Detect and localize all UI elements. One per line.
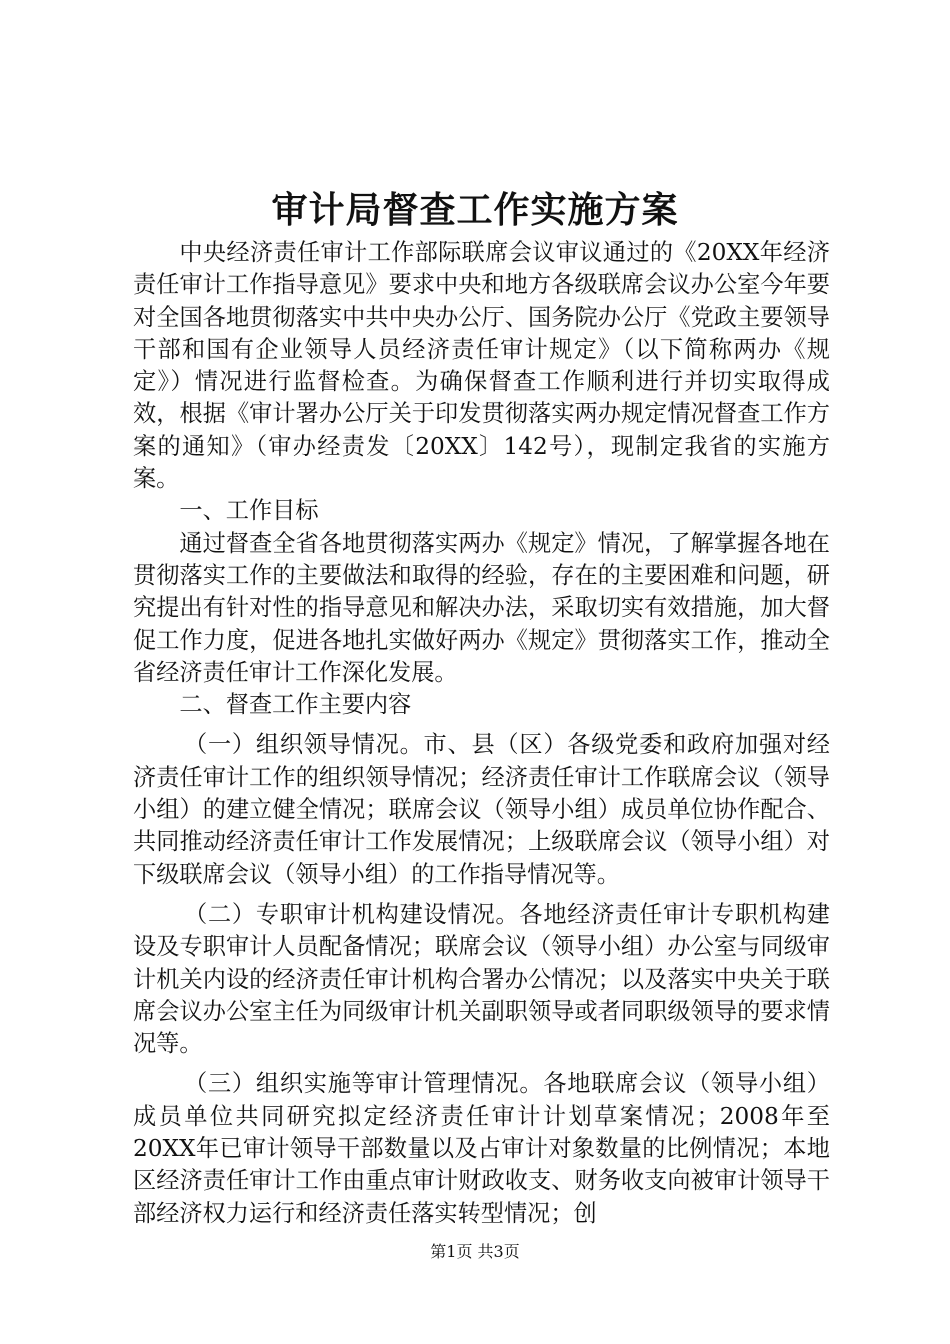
paragraph-organization-leadership: （一）组织领导情况。市、县（区）各级党委和政府加强对经济责任审计工作的组织领导情况；经济责任审计工作联席会议（领导小组）的建立健全情况；联席会议（领导小组）成员单位协作配合、共同推动经济责任审计工作发展情况；上级联席会议（领导小组）对下级联席会议（领导小组）的工作指导情况等。 — [133, 731, 830, 888]
page-number-footer: 第1页 共3页 — [430, 1242, 520, 1261]
paragraph-audit-management: （三）组织实施等审计管理情况。各地联席会议（领导小组）成员单位共同研究拟定经济责任审计计划草案情况；2008年至20XX年已审计领导干部数量以及占审计对象数量的比例情况；本地区经济责任审计工作由重点审计财政收支、财务收支向被审计领导干部经济权力运行和经济责任落实转型情况；创 — [133, 1070, 830, 1227]
document-body — [133, 237, 830, 1230]
paragraph-audit-institution: （二）专职审计机构建设情况。各地经济责任审计专职机构建设及专职审计人员配备情况；联席会议（领导小组）办公室与同级审计机关内设的经济责任审计机构合署办公情况；以及落实中央关于联席会议办公室主任为同级审计机关副职领导或者同职级领导的要求情况等。 — [133, 900, 830, 1058]
heading-main-content: 二、督查工作主要内容 — [179, 691, 412, 719]
heading-work-goal: 一、工作目标 — [179, 497, 319, 525]
paragraph-work-goal: 通过督查全省各地贯彻落实两办《规定》情况，了解掌握各地在贯彻落实工作的主要做法和取得的经验，存在的主要困难和问题，研究提出有针对性的指导意见和解决办法，采取切实有效措施，加大督促工作力度，促进各地扎实做好两办《规定》贯彻落实工作，推动全省经济责任审计工作深化发展。 — [133, 529, 830, 686]
paragraph-intro: 中央经济责任审计工作部际联席会议审议通过的《20XX年经济责任审计工作指导意见》要求中央和地方各级联席会议办公室今年要对全国各地贯彻落实中共中央办公厅、国务院办公厅《党政主要领导干部和国有企业领导人员经济责任审计规定》（以下简称两办《规定》）情况进行监督检查。为确保督查工作顺利进行并切实取得成效，根据《审计署办公厅关于印发贯彻落实两办规定情况督查工作方案的通知》（审办经责发〔20XX〕142号），现制定我省的实施方案。 — [133, 239, 830, 493]
document-title: 审计局督查工作实施方案 — [271, 189, 679, 231]
